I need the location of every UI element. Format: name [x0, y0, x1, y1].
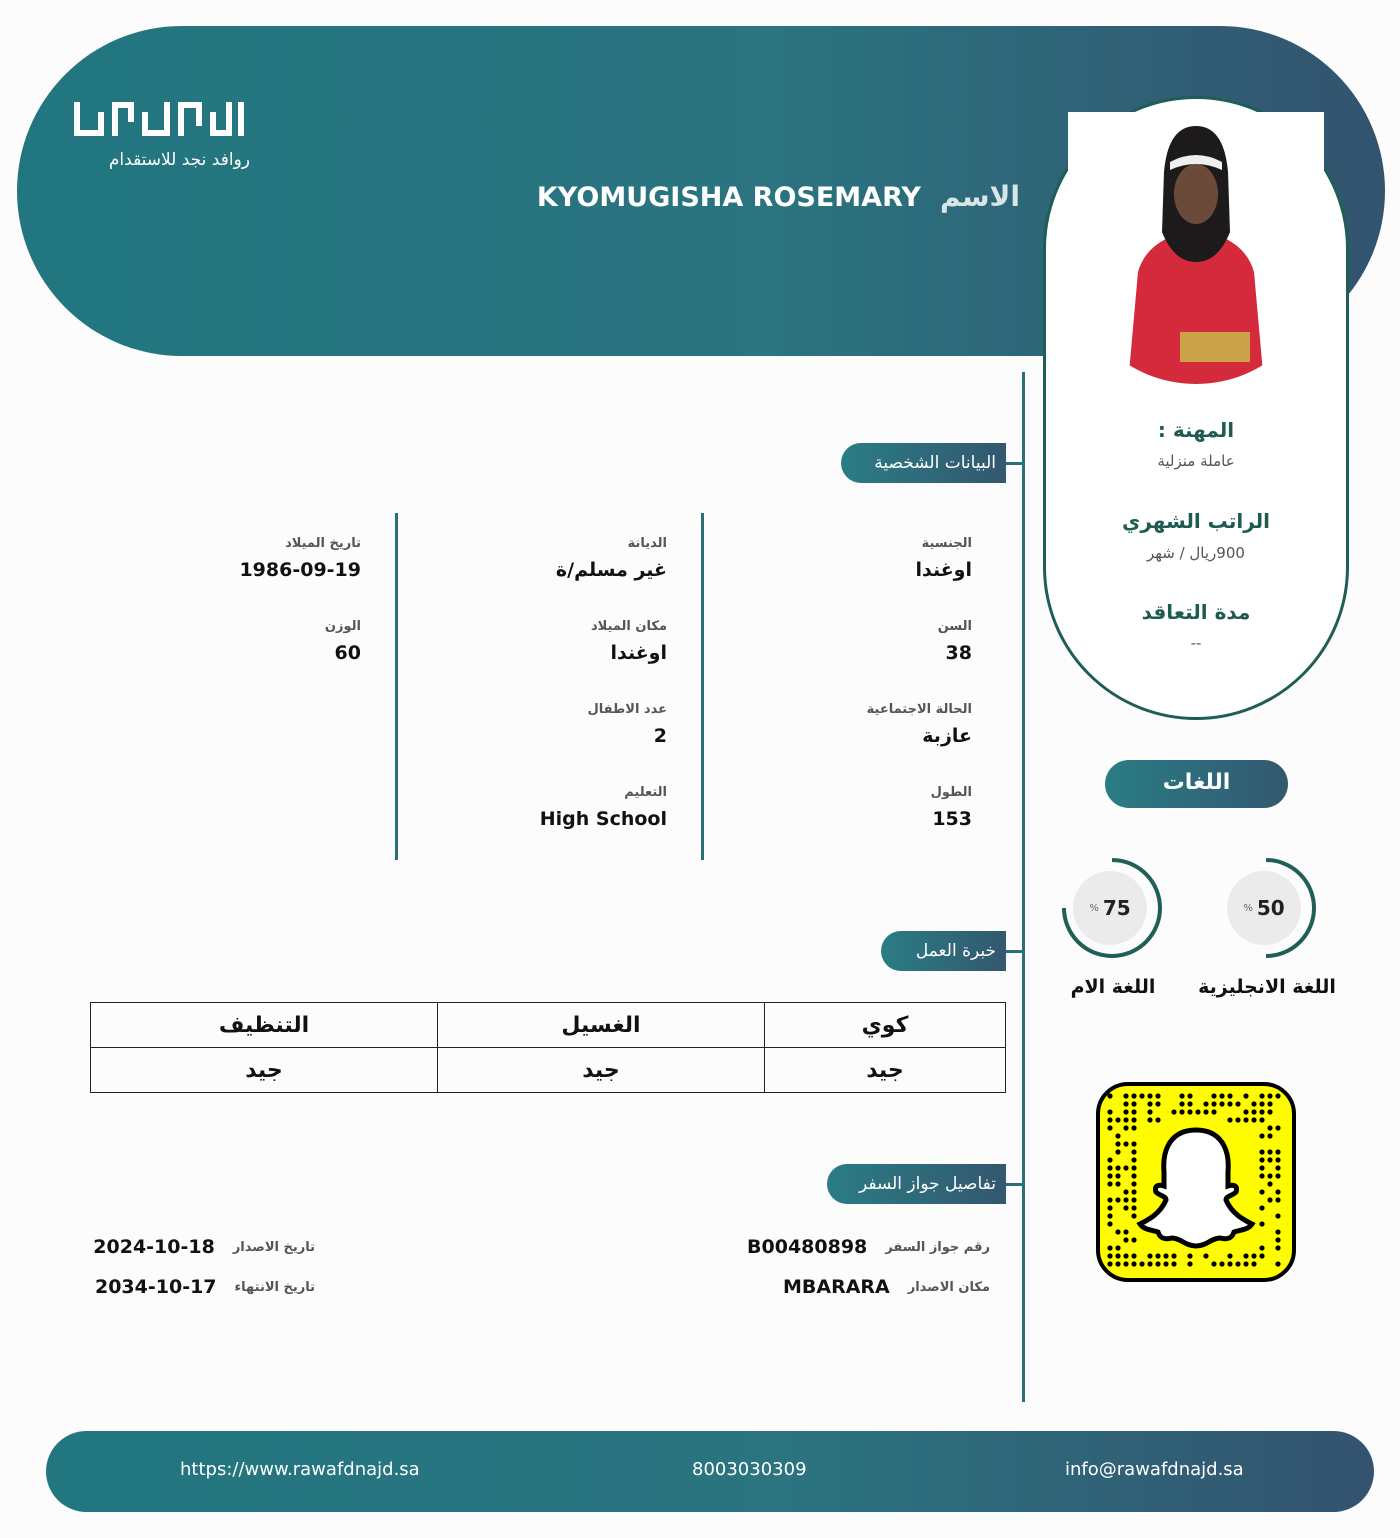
skills-table: [90, 1002, 1006, 1093]
snapcode-dot: [1275, 1093, 1280, 1098]
snapcode-dot: [1131, 1109, 1136, 1114]
issue-date-value: 2024-10-18: [93, 1236, 215, 1258]
email-link[interactable]: info@rawafdnajd.sa: [1065, 1459, 1244, 1480]
snapcode-dot: [1131, 1101, 1136, 1106]
passport-number-row: [747, 1236, 990, 1258]
snapcode-dot: [1147, 1117, 1152, 1122]
snapcode-dot: [1227, 1261, 1232, 1266]
children-value: 2: [653, 725, 667, 747]
snapcode-dot: [1139, 1093, 1144, 1098]
name-value: KYOMUGISHA ROSEMARY: [536, 182, 921, 213]
snapcode-dot: [1107, 1157, 1112, 1162]
snapcode-dot: [1131, 1197, 1136, 1202]
languages-title: اللغات: [1105, 760, 1288, 808]
snapcode-dot: [1163, 1253, 1168, 1258]
snapcode-dot: [1131, 1213, 1136, 1218]
snapchat-qr-code[interactable]: [1096, 1082, 1296, 1282]
snapcode-dot: [1123, 1109, 1128, 1114]
snapcode-dot: [1123, 1093, 1128, 1098]
snapcode-dot: [1267, 1101, 1272, 1106]
snapcode-dot: [1187, 1261, 1192, 1266]
nationality-label: الجنسية: [921, 536, 972, 551]
snapcode-dot: [1259, 1165, 1264, 1170]
snapcode-dot: [1275, 1125, 1280, 1130]
snapcode-dot: [1275, 1197, 1280, 1202]
expiry-date-value: 2034-10-17: [94, 1276, 217, 1298]
snapcode-dot: [1267, 1109, 1272, 1114]
snapcode-dot: [1243, 1261, 1248, 1266]
snapcode-dot: [1147, 1093, 1152, 1098]
contract-title: مدة التعاقد: [1141, 600, 1251, 624]
skill-level-ironing: جيد: [765, 1048, 1006, 1093]
table-row: [91, 1048, 1006, 1093]
snapcode-dot: [1259, 1205, 1264, 1210]
personal-column-1: [722, 536, 972, 868]
snapcode-dot: [1155, 1093, 1160, 1098]
snapcode-dot: [1267, 1173, 1272, 1178]
native-language-gauge: [1060, 856, 1164, 960]
snapcode-dot: [1123, 1125, 1128, 1130]
snapcode-dot: [1107, 1245, 1112, 1250]
snapcode-dot: [1163, 1261, 1168, 1266]
expiry-date-label: تاريخ الانتهاء: [234, 1279, 315, 1295]
snapcode-dot: [1219, 1261, 1224, 1266]
passport-place-row: [783, 1276, 990, 1298]
snapcode-dot: [1275, 1189, 1280, 1194]
gauge-value: % 75: [1073, 871, 1147, 945]
snapcode-dot: [1275, 1245, 1280, 1250]
snapcode-dot: [1115, 1261, 1120, 1266]
snapcode-dot: [1275, 1237, 1280, 1242]
snapcode-dot: [1131, 1173, 1136, 1178]
native-language-label: اللغة الام: [1070, 976, 1156, 998]
snapcode-dot: [1187, 1253, 1192, 1258]
snapcode-dot: [1123, 1189, 1128, 1194]
snapcode-dot: [1259, 1157, 1264, 1162]
issue-date-label: تاريخ الاصدار: [232, 1239, 315, 1255]
snapcode-dot: [1275, 1229, 1280, 1234]
snapcode-dot: [1155, 1117, 1160, 1122]
passport-number-value: B00480898: [747, 1236, 868, 1258]
snapcode-dot: [1115, 1117, 1120, 1122]
salary-value: 900ريال / شهر: [1147, 544, 1245, 562]
skill-level-cleaning: جيد: [91, 1048, 438, 1093]
skill-header-ironing: كوي: [765, 1003, 1006, 1048]
snapcode-dot: [1107, 1117, 1112, 1122]
personal-column-2: [417, 536, 667, 868]
snapcode-dot: [1123, 1141, 1128, 1146]
snapcode-dot: [1259, 1117, 1264, 1122]
age-value: 38: [945, 642, 972, 664]
snapcode-dot: [1251, 1117, 1256, 1122]
snapcode-dot: [1179, 1109, 1184, 1114]
snapcode-dot: [1115, 1253, 1120, 1258]
snapcode-dot: [1211, 1093, 1216, 1098]
snapcode-dot: [1179, 1093, 1184, 1098]
snapcode-dot: [1195, 1109, 1200, 1114]
snapcode-dot: [1203, 1109, 1208, 1114]
snapcode-dot: [1235, 1101, 1240, 1106]
snapcode-dot: [1139, 1261, 1144, 1266]
snapcode-dot: [1211, 1261, 1216, 1266]
snapcode-dot: [1131, 1157, 1136, 1162]
snapcode-dot: [1115, 1173, 1120, 1178]
birthplace-label: مكان الميلاد: [590, 619, 667, 634]
religion-value: غير مسلم/ة: [555, 559, 667, 581]
marital-status-value: عازبة: [922, 725, 972, 747]
snapcode-dot: [1115, 1181, 1120, 1186]
snapcode-dot: [1259, 1189, 1264, 1194]
snapcode-dot: [1123, 1117, 1128, 1122]
snapcode-dot: [1123, 1261, 1128, 1266]
snapcode-dot: [1267, 1149, 1272, 1154]
snapcode-dot: [1259, 1093, 1264, 1098]
nationality-value: اوغندا: [915, 559, 972, 581]
marital-status-label: الحالة الاجتماعية: [866, 702, 972, 717]
skill-header-washing: الغسيل: [438, 1003, 765, 1048]
snapcode-dot: [1147, 1253, 1152, 1258]
snapcode-dot: [1107, 1213, 1112, 1218]
snapcode-dot: [1123, 1197, 1128, 1202]
snapcode-dot: [1115, 1149, 1120, 1154]
snapcode-dot: [1243, 1109, 1248, 1114]
snapcode-dot: [1259, 1221, 1264, 1226]
snapcode-dot: [1155, 1101, 1160, 1106]
profession-value: عاملة منزلية: [1157, 452, 1235, 470]
snapcode-dot: [1259, 1101, 1264, 1106]
snapcode-dot: [1107, 1205, 1112, 1210]
snapcode-dot: [1227, 1253, 1232, 1258]
section-tick: [1006, 950, 1024, 953]
table-row: [91, 1003, 1006, 1048]
skill-level-washing: جيد: [438, 1048, 765, 1093]
snapcode-dot: [1275, 1149, 1280, 1154]
snapcode-dot: [1259, 1133, 1264, 1138]
snapcode-dot: [1131, 1141, 1136, 1146]
snapcode-dot: [1243, 1253, 1248, 1258]
snapcode-dot: [1147, 1109, 1152, 1114]
snapcode-dot: [1251, 1109, 1256, 1114]
snapcode-dot: [1131, 1149, 1136, 1154]
age-label: السن: [937, 619, 972, 634]
snapcode-dot: [1251, 1253, 1256, 1258]
skill-header-cleaning: التنظيف: [91, 1003, 438, 1048]
snapcode-dot: [1227, 1117, 1232, 1122]
section-tick: [1006, 1183, 1024, 1186]
section-tick: [1006, 462, 1024, 465]
snapcode-dot: [1251, 1261, 1256, 1266]
snapcode-dot: [1179, 1101, 1184, 1106]
snapcode-dot: [1171, 1253, 1176, 1258]
snapcode-dot: [1123, 1205, 1128, 1210]
snapcode-dot: [1107, 1109, 1112, 1114]
snapcode-dot: [1275, 1261, 1280, 1266]
children-label: عدد الاطفال: [587, 702, 667, 717]
passport-number-label: رقم جواز السفر: [885, 1239, 990, 1255]
snapcode-dot: [1243, 1117, 1248, 1122]
issue-place-label: مكان الاصدار: [907, 1279, 990, 1295]
snapcode-dot: [1123, 1165, 1128, 1170]
passport-issue-row: [93, 1236, 315, 1258]
snapcode-dot: [1275, 1165, 1280, 1170]
snapcode-dot: [1211, 1109, 1216, 1114]
snapcode-dot: [1267, 1197, 1272, 1202]
height-label: الطول: [930, 785, 972, 800]
snapcode-dot: [1107, 1165, 1112, 1170]
company-logo: [72, 98, 248, 142]
english-language-label: اللغة الانجليزية: [1198, 976, 1336, 998]
snapcode-dot: [1187, 1093, 1192, 1098]
snapcode-dot: [1131, 1165, 1136, 1170]
snapcode-dot: [1219, 1093, 1224, 1098]
snapcode-dot: [1259, 1253, 1264, 1258]
snapcode-dot: [1107, 1261, 1112, 1266]
snapcode-dot: [1131, 1237, 1136, 1242]
weight-label: الوزن: [324, 619, 361, 634]
snapcode-dot: [1115, 1165, 1120, 1170]
profession-title: المهنة :: [1157, 418, 1235, 442]
snapcode-dot: [1147, 1101, 1152, 1106]
website-link[interactable]: https://www.rawafdnajd.sa: [180, 1459, 420, 1480]
snapcode-dot: [1203, 1101, 1208, 1106]
snapcode-dot: [1115, 1229, 1120, 1234]
snapcode-dot: [1187, 1101, 1192, 1106]
snapcode-dot: [1107, 1125, 1112, 1130]
column-divider: [701, 513, 704, 860]
snapcode-dot: [1131, 1117, 1136, 1122]
snapcode-dot: [1131, 1093, 1136, 1098]
issue-place-value: MBARARA: [782, 1276, 890, 1298]
name-label: الاسم: [940, 180, 1020, 213]
snapcode-dot: [1171, 1261, 1176, 1266]
company-tagline: روافد نجد للاستقدام: [108, 150, 250, 170]
snapcode-dot: [1259, 1245, 1264, 1250]
section-personal-data: البيانات الشخصية: [841, 443, 1006, 483]
height-value: 153: [932, 808, 972, 830]
religion-label: الديانة: [627, 536, 667, 551]
snapcode-dot: [1171, 1109, 1176, 1114]
snapcode-dot: [1267, 1181, 1272, 1186]
snapcode-dot: [1267, 1157, 1272, 1162]
snapcode-dot: [1131, 1189, 1136, 1194]
snapcode-dot: [1107, 1173, 1112, 1178]
english-gauge: [1214, 856, 1318, 960]
snapcode-dot: [1235, 1117, 1240, 1122]
birthplace-value: اوغندا: [610, 642, 667, 664]
snapcode-dot: [1211, 1101, 1216, 1106]
snapcode-dot: [1235, 1261, 1240, 1266]
snapcode-dot: [1115, 1245, 1120, 1250]
section-divider: [1022, 372, 1025, 1402]
snapcode-dot: [1187, 1109, 1192, 1114]
snapcode-dot: [1147, 1261, 1152, 1266]
snapcode-dot: [1227, 1101, 1232, 1106]
snapcode-dot: [1155, 1253, 1160, 1258]
snapcode-dot: [1267, 1133, 1272, 1138]
snapcode-dot: [1131, 1253, 1136, 1258]
snapcode-dot: [1107, 1093, 1112, 1098]
snapcode-dot: [1131, 1205, 1136, 1210]
education-value: High School: [539, 808, 667, 830]
snapcode-dot: [1251, 1101, 1256, 1106]
snapcode-dot: [1227, 1093, 1232, 1098]
snapcode-dot: [1267, 1125, 1272, 1130]
snapcode-dot: [1115, 1197, 1120, 1202]
snapcode-dot: [1275, 1213, 1280, 1218]
snapcode-dot: [1123, 1101, 1128, 1106]
snapcode-dot: [1123, 1253, 1128, 1258]
snapcode-dot: [1107, 1181, 1112, 1186]
snapcode-dot: [1107, 1197, 1112, 1202]
snapcode-dot: [1275, 1173, 1280, 1178]
snapcode-dot: [1219, 1101, 1224, 1106]
worker-photo: [1068, 112, 1324, 384]
section-work-experience: خبرة العمل: [881, 931, 1006, 971]
birthdate-label: تاريخ الميلاد: [285, 536, 361, 551]
worker-name-row: [536, 180, 1020, 213]
snapcode-dot: [1131, 1181, 1136, 1186]
salary-title: الراتب الشهري: [1122, 509, 1270, 533]
phone-number[interactable]: 8003030309: [692, 1459, 807, 1480]
passport-expiry-row: [95, 1276, 315, 1298]
personal-column-3: [111, 536, 361, 702]
snapcode-dot: [1275, 1157, 1280, 1162]
snapcode-dot: [1259, 1173, 1264, 1178]
snapcode-dot: [1267, 1093, 1272, 1098]
snapcode-dot: [1115, 1141, 1120, 1146]
section-passport: تفاصيل جواز السفر: [827, 1164, 1006, 1204]
snapcode-dot: [1259, 1149, 1264, 1154]
birthdate-value: 1986-09-19: [239, 559, 361, 581]
snapcode-dot: [1123, 1229, 1128, 1234]
snapcode-dot: [1155, 1261, 1160, 1266]
snapcode-dot: [1243, 1093, 1248, 1098]
contract-value: --: [1190, 634, 1202, 652]
weight-value: 60: [334, 642, 361, 664]
snapcode-dot: [1107, 1221, 1112, 1226]
snapcode-dot: [1131, 1125, 1136, 1130]
snapcode-dot: [1203, 1253, 1208, 1258]
snapcode-dot: [1115, 1133, 1120, 1138]
snapcode-dot: [1123, 1237, 1128, 1242]
column-divider: [395, 513, 398, 860]
snapcode-dot: [1131, 1261, 1136, 1266]
snapcode-dot: [1107, 1253, 1112, 1258]
snapcode-dot: [1259, 1109, 1264, 1114]
gauge-value: % 50: [1227, 871, 1301, 945]
education-label: التعليم: [624, 785, 667, 800]
